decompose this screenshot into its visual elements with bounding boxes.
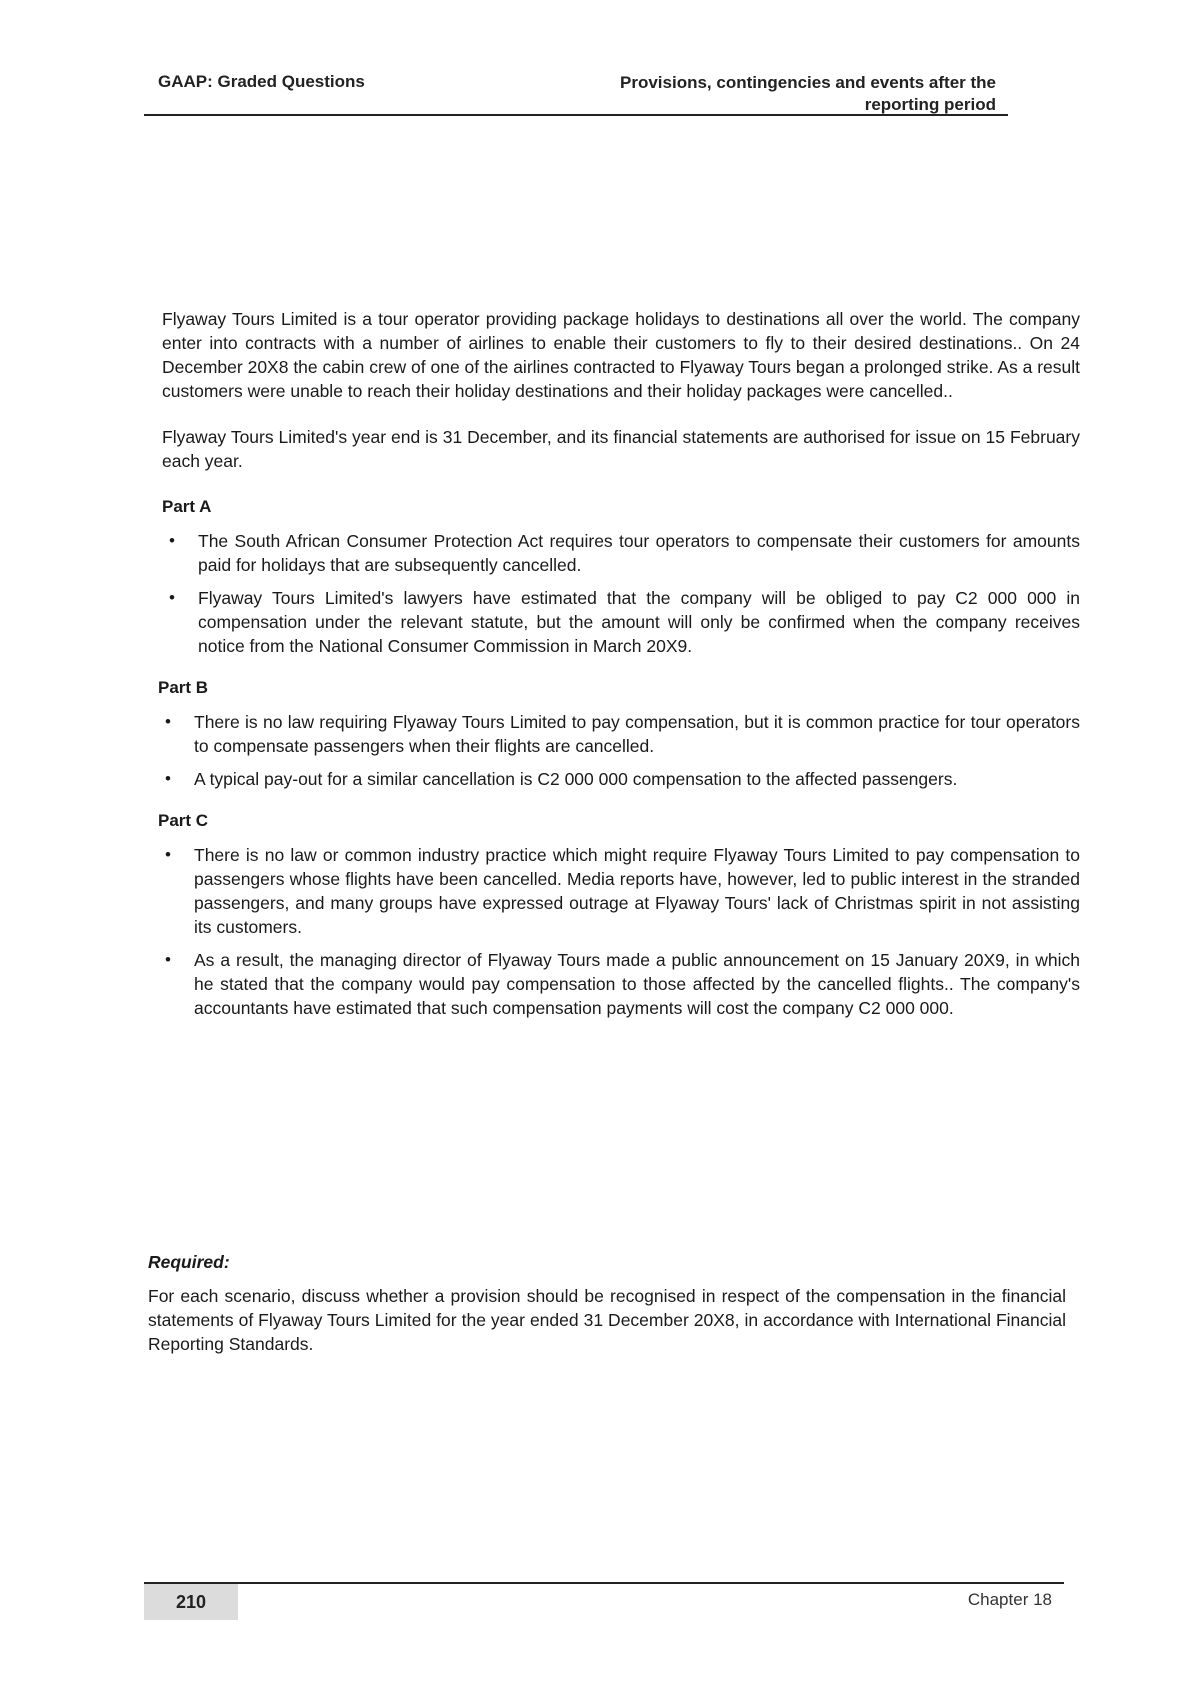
- list-item: [162, 586, 1080, 658]
- intro-paragraph-1: Flyaway Tours Limited is a tour operator providing package holidays to destinations all over the world. The company enter into contracts with a number of airlines to enable their customers to fly to their desired destinations.. On 24 December 20X8 the cabin crew of one of the airlines contracted to Flyaway Tours began a prolonged strike. As a result customers were unable to reach their holiday destinations and their holiday packages were cancelled..: [162, 309, 1080, 401]
- bullet-text: Flyaway Tours Limited's lawyers have estimated that the company will be obliged to pay C2 000 000 in compensation under the relevant statute, but the amount will only be confirmed when the company receives notice from the National Consumer Commission in March 20X9.: [198, 588, 1080, 656]
- part-c-bullets: [158, 843, 1080, 1020]
- footer-divider: [144, 1582, 1064, 1584]
- part-b-bullets: [158, 710, 1080, 791]
- bullet-icon: •: [169, 531, 175, 550]
- bullet-text: There is no law or common industry practice which might require Flyaway Tours Limited to pay compensation to passengers whose flights have been cancelled. Media reports have, however, led to public interest in the stranded passengers, and many groups have expressed outrage at Flyaway Tours' lack of Christmas spirit in not assisting its customers.: [194, 845, 1080, 937]
- list-item: [158, 767, 1080, 791]
- bullet-icon: •: [165, 950, 171, 969]
- bullet-text: As a result, the managing director of Flyaway Tours made a public announcement on 15 January 20X9, in which he stated that the company would pay compensation to those affected by the cancelled flights.. The company's accountants have estimated that such compensation payments will cost the company C2 000 000.: [194, 950, 1080, 1018]
- part-a-bullets: [162, 529, 1080, 658]
- question-body: [158, 307, 1080, 1038]
- header-book-title: GAAP: Graded Questions: [158, 72, 365, 91]
- header-chapter-title: [476, 72, 996, 116]
- part-a-section: [162, 495, 1080, 658]
- list-item: [158, 710, 1080, 758]
- bullet-icon: •: [169, 588, 175, 607]
- list-item: [158, 843, 1080, 939]
- required-section: [148, 1250, 1066, 1356]
- page-number: 210: [144, 1584, 238, 1620]
- bullet-icon: •: [165, 712, 171, 731]
- bullet-text: There is no law requiring Flyaway Tours Limited to pay compensation, but it is common practice for tour operators to compensate passengers when their flights are cancelled.: [194, 712, 1080, 756]
- header-chapter-title-line1: Provisions, contingencies and events after the: [620, 73, 996, 92]
- part-c-section: [158, 809, 1080, 1020]
- page-header: [144, 68, 1008, 116]
- part-a-heading: Part A: [162, 497, 212, 516]
- part-c-heading: Part C: [158, 811, 209, 830]
- bullet-icon: •: [165, 769, 171, 788]
- part-b-section: [158, 676, 1080, 791]
- list-item: [158, 948, 1080, 1020]
- list-item: [162, 529, 1080, 577]
- required-instructions: For each scenario, discuss whether a provision should be recognised in respect of the compensation in the financial statements of Flyaway Tours Limited for the year ended 31 December 20X8, in accordance with International Financial Reporting Standards.: [148, 1286, 1066, 1354]
- part-b-heading: Part B: [158, 678, 209, 697]
- bullet-text: The South African Consumer Protection Act requires tour operators to compensate their customers for amounts paid for holidays that are subsequently cancelled.: [198, 531, 1080, 575]
- intro-paragraph-2: Flyaway Tours Limited's year end is 31 December, and its financial statements are authorised for issue on 15 February each year.: [162, 427, 1080, 471]
- bullet-icon: •: [165, 845, 171, 864]
- required-heading: Required:: [148, 1252, 230, 1272]
- bullet-text: A typical pay-out for a similar cancellation is C2 000 000 compensation to the affected passengers.: [194, 769, 958, 789]
- header-chapter-title-line2: reporting period: [864, 95, 996, 114]
- chapter-label: Chapter 18: [967, 1590, 1052, 1609]
